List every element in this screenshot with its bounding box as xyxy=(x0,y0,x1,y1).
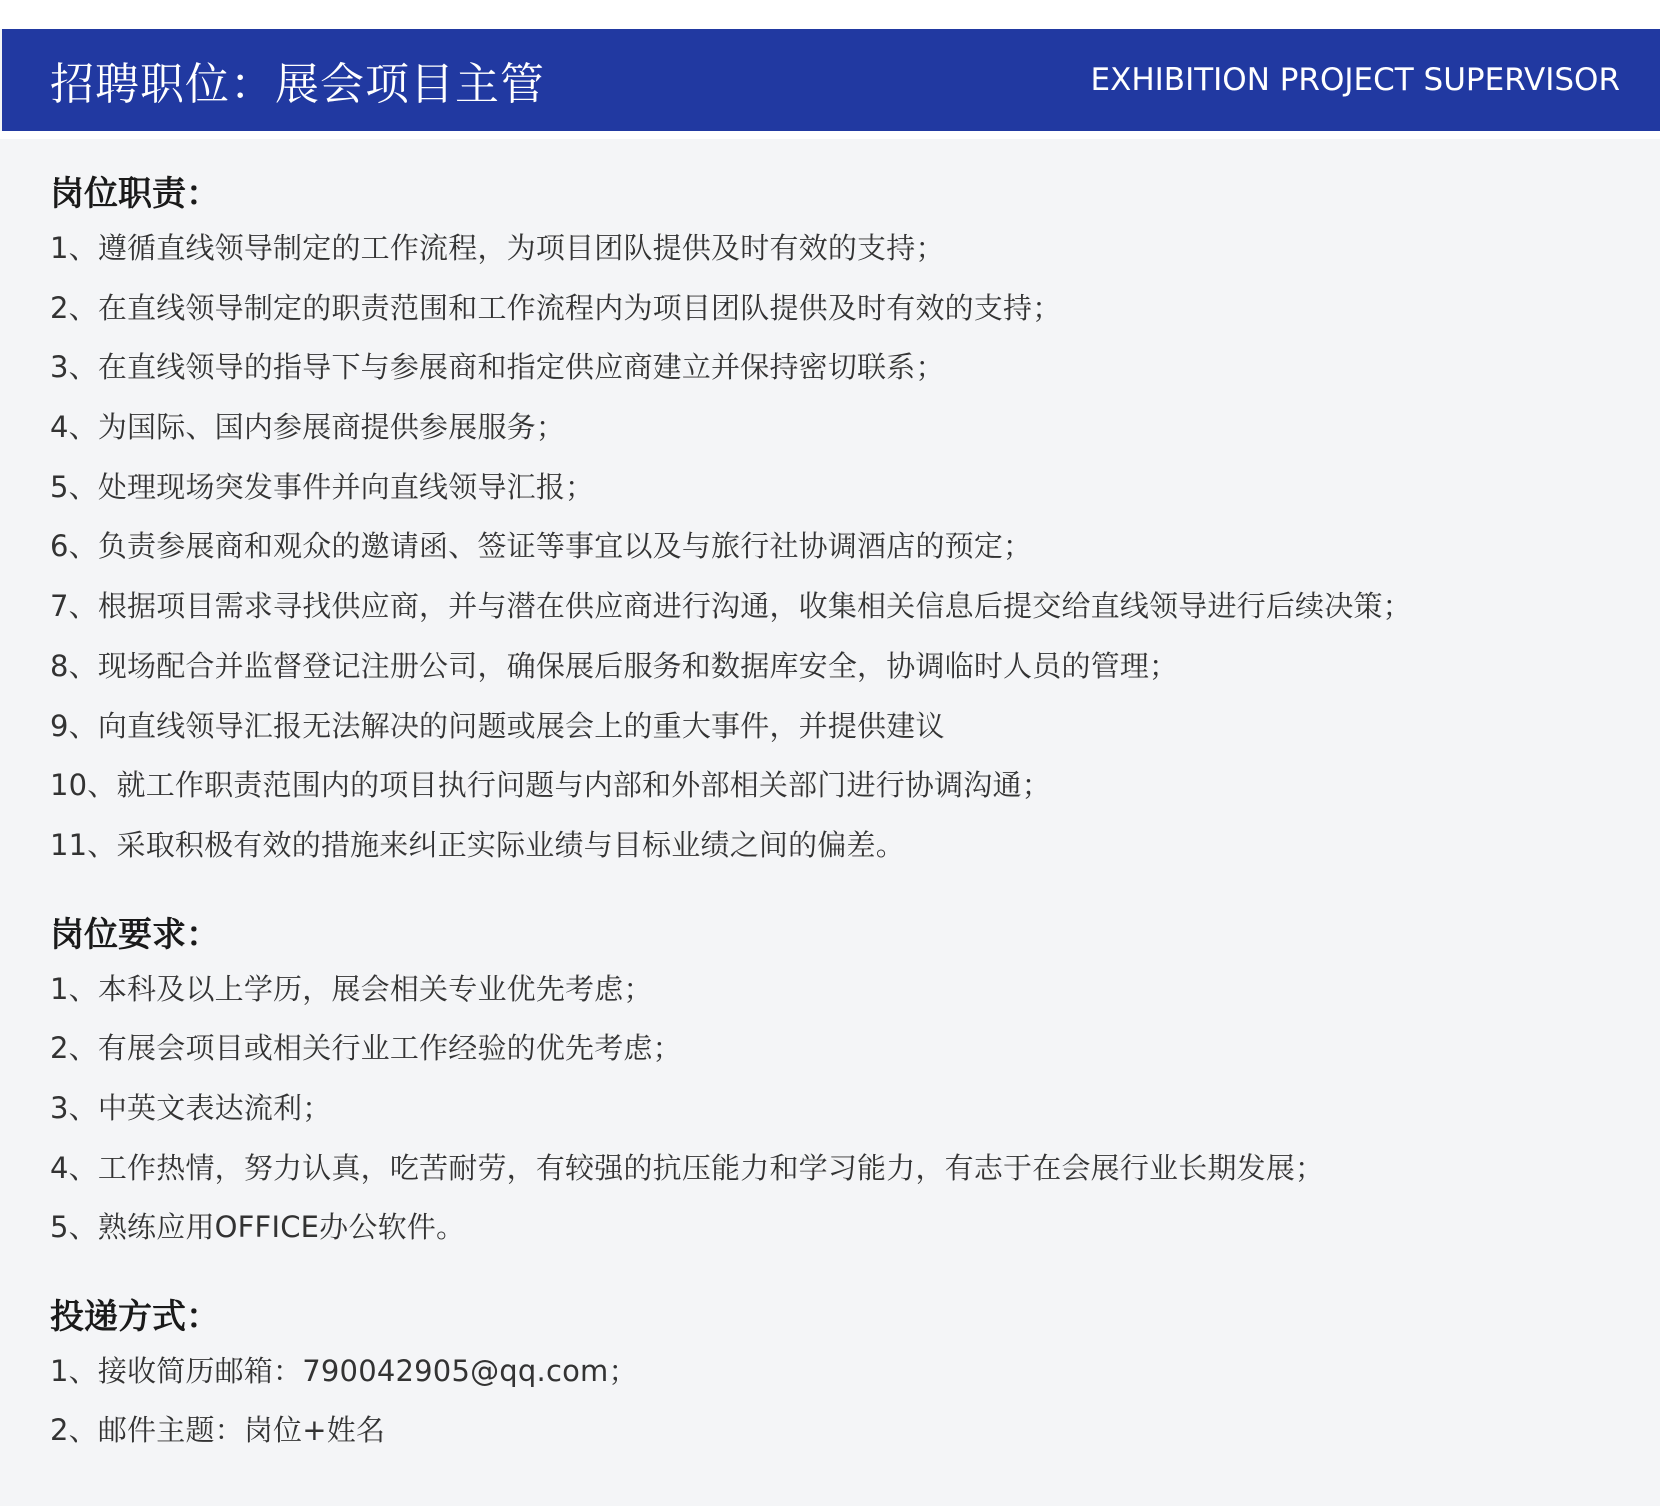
list-item: 2、有展会项目或相关行业工作经验的优先考虑； xyxy=(50,1031,682,1066)
top-spacer xyxy=(0,0,1660,29)
page-title: 招聘职位：展会项目主管 xyxy=(50,59,545,110)
section-title: 岗位要求： xyxy=(50,914,220,955)
list-item: 2、在直线领导制定的职责范围和工作流程内为项目团队提供及时有效的支持； xyxy=(50,290,1062,325)
list-item: 10、就工作职责范围内的项目执行问题与内部和外部相关部门进行协调沟通； xyxy=(50,768,1051,803)
list-item: 5、熟练应用OFFICE办公软件。 xyxy=(50,1210,466,1245)
responsibilities-list xyxy=(50,219,1660,876)
list-item-subject: 2、邮件主题：岗位+姓名 xyxy=(50,1413,386,1447)
section-application-method xyxy=(50,1292,1660,1460)
list-item: 6、负责参展商和观众的邀请函、签证等事宜以及与旅行社协调酒店的预定； xyxy=(50,529,1033,564)
list-item: 3、中英文表达流利； xyxy=(50,1090,332,1125)
list-item-email: 1、接收简历邮箱：790042905@qq.com； xyxy=(50,1354,638,1388)
list-item: 11、采取积极有效的措施来纠正实际业绩与目标业绩之间的偏差。 xyxy=(50,827,905,862)
header-banner xyxy=(2,29,1660,131)
section-requirements xyxy=(50,910,1660,1258)
list-item: 1、遵循直线领导制定的工作流程，为项目团队提供及时有效的支持； xyxy=(50,231,945,265)
list-item: 9、向直线领导汇报无法解决的问题或展会上的重大事件，并提供建议 xyxy=(50,708,945,743)
section-title: 岗位职责： xyxy=(50,174,220,214)
content-area xyxy=(0,139,1660,1460)
application-list xyxy=(50,1342,1660,1460)
section-responsibilities xyxy=(50,169,1660,876)
list-item: 7、根据项目需求寻找供应商，并与潜在供应商进行沟通，收集相关信息后提交给直线领导进行后续决策； xyxy=(50,589,1412,624)
list-item: 1、本科及以上学历，展会相关专业优先考虑； xyxy=(50,971,653,1006)
list-item: 4、工作热情，努力认真，吃苦耐劳，有较强的抗压能力和学习能力，有志于在会展行业长期发展； xyxy=(50,1150,1325,1185)
page-subtitle: EXHIBITION PROJECT SUPERVISOR xyxy=(1090,62,1620,98)
list-item: 8、现场配合并监督登记注册公司，确保展后服务和数据库安全，协调临时人员的管理； xyxy=(50,648,1179,683)
list-item: 5、处理现场突发事件并向直线领导汇报； xyxy=(50,469,595,504)
list-item: 3、在直线领导的指导下与参展商和指定供应商建立并保持密切联系； xyxy=(50,350,945,385)
list-item: 4、为国际、国内参展商提供参展服务； xyxy=(50,410,566,445)
requirements-list xyxy=(50,960,1660,1258)
section-title: 投递方式： xyxy=(50,1297,220,1337)
header-divider xyxy=(0,131,1660,139)
